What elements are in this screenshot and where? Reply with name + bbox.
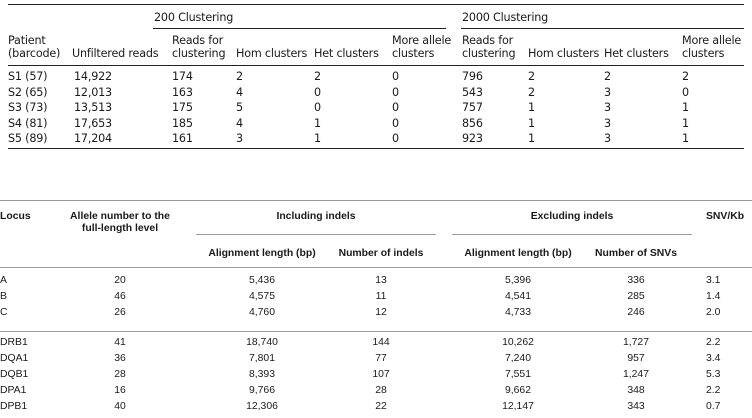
row-patient: S3 (73)	[8, 101, 48, 115]
table-rule-header	[8, 65, 744, 66]
table-cell: 7,551	[504, 369, 531, 380]
table-cell: 4,760	[248, 307, 275, 318]
col-header-excluding: Excluding indels	[530, 211, 614, 222]
col-header-including: Including indels	[276, 211, 356, 222]
group-rule-2000	[461, 28, 744, 29]
table-cell: 14,922	[74, 70, 112, 83]
table-cell: 2	[236, 70, 243, 83]
row-locus: DPA1	[0, 385, 27, 396]
col-header-line: Allele number to the	[70, 211, 170, 222]
table-cell: 28	[375, 385, 387, 396]
table-cell: 8,393	[248, 369, 275, 380]
col-header-hom-200: Hom clusters	[236, 47, 308, 60]
group-header-2000: 2000 Clustering	[462, 11, 549, 24]
table-cell: 2	[314, 70, 321, 83]
col-header-alignment-excl: Alignment length (bp)	[464, 248, 572, 259]
table-cell: 185	[172, 116, 193, 130]
col-header-line: clustering	[172, 47, 226, 60]
table-cell: 22	[375, 401, 387, 412]
table-cell: 12	[375, 307, 387, 318]
col-header-line: clustering	[462, 47, 516, 60]
table-cell: 163	[172, 85, 193, 99]
table-cell: 246	[627, 307, 645, 318]
table-cell: 11	[375, 291, 387, 302]
table-cell: 7,240	[504, 353, 531, 364]
table-cell: 12,147	[502, 401, 534, 412]
row-patient: S1 (57)	[8, 70, 48, 83]
col-header-more-200	[392, 34, 451, 60]
row-locus: A	[0, 275, 7, 286]
table-cell: 0.7	[706, 401, 721, 412]
table-cell: 348	[627, 385, 645, 396]
row-locus: DQA1	[0, 353, 29, 364]
table-cell: 1	[528, 101, 535, 115]
group-rule-including	[196, 234, 436, 235]
col-header-num-snvs: Number of SNVs	[595, 248, 677, 259]
table-cell: 285	[627, 291, 645, 302]
table-cell: 2	[604, 70, 611, 83]
col-header-reads-200	[172, 34, 225, 60]
col-header-line: full-length level	[81, 223, 159, 234]
table-rule-header	[0, 267, 752, 268]
table-cell: 856	[462, 116, 483, 130]
table-cell: 4	[236, 116, 243, 130]
table-cell: 2	[682, 70, 689, 83]
table-cell: 7,801	[248, 353, 275, 364]
table-cell: 5,436	[248, 275, 275, 286]
table-cell: 543	[462, 85, 483, 99]
table-cell: 9,662	[504, 385, 531, 396]
table-cell: 3.1	[706, 275, 721, 286]
col-header-reads-2000	[462, 34, 515, 60]
row-patient: S2 (65)	[8, 85, 48, 99]
col-header-line: (barcode)	[8, 47, 61, 60]
table-rule-bottom	[8, 148, 744, 149]
table-cell: 46	[114, 291, 126, 302]
table-cell: 174	[172, 70, 193, 83]
group-separator	[0, 331, 752, 332]
table-cell: 0	[314, 85, 321, 99]
col-header-hom-2000: Hom clusters	[528, 47, 600, 60]
table-cell: 3	[236, 132, 243, 146]
table-cell: 0	[392, 101, 399, 115]
col-header-het-200: Het clusters	[314, 47, 379, 60]
table-rule-top	[0, 200, 752, 201]
col-header-locus: Locus	[0, 211, 31, 222]
table-cell: 957	[627, 353, 645, 364]
table-cell: 36	[114, 353, 126, 364]
table-cell: 17,653	[74, 116, 112, 130]
table-cell: 41	[114, 337, 126, 348]
table-cell: 107	[372, 369, 390, 380]
table-cell: 16	[114, 385, 126, 396]
table-cell: 161	[172, 132, 193, 146]
table-cell: 1,247	[622, 369, 649, 380]
table-cell: 4	[236, 85, 243, 99]
table-cell: 1	[314, 132, 321, 146]
table-rule-top	[8, 4, 744, 5]
table-cell: 2.0	[706, 307, 721, 318]
table-cell: 3.4	[706, 353, 721, 364]
col-header-more-2000	[682, 34, 741, 60]
col-header-line: clusters	[682, 47, 725, 60]
col-header-snv-kb: SNV/Kb	[706, 211, 745, 222]
table-cell: 923	[462, 132, 483, 146]
table-cell: 1,727	[622, 337, 649, 348]
table-cell: 175	[172, 101, 193, 115]
col-header-line: Patient	[8, 34, 46, 47]
col-header-line: clusters	[392, 47, 435, 60]
table-cell: 4,575	[248, 291, 275, 302]
row-locus: B	[0, 291, 7, 302]
table-cell: 0	[392, 70, 399, 83]
table-cell: 3	[604, 101, 611, 115]
table-cell: 5,396	[504, 275, 531, 286]
table-cell: 17,204	[74, 132, 112, 146]
col-header-line: Reads for	[172, 34, 224, 47]
table-cell: 40	[114, 401, 126, 412]
table-cell: 1	[528, 132, 535, 146]
col-header-allele-number	[62, 211, 178, 235]
table-cell: 13	[375, 275, 387, 286]
col-header-unfiltered: Unfiltered reads	[72, 47, 159, 60]
table-cell: 0	[682, 85, 689, 99]
table-cell: 0	[314, 101, 321, 115]
table-cell: 1	[682, 101, 689, 115]
col-header-line: More allele	[682, 34, 742, 47]
table-cell: 336	[627, 275, 645, 286]
table-cell: 3	[604, 85, 611, 99]
col-header-line: More allele	[392, 34, 452, 47]
row-patient: S4 (81)	[8, 116, 48, 130]
row-locus: DPB1	[0, 401, 28, 412]
col-header-line: Reads for	[462, 34, 514, 47]
table-cell: 144	[372, 337, 390, 348]
table-cell: 18,740	[246, 337, 278, 348]
table-cell: 12,306	[246, 401, 278, 412]
table-cell: 77	[375, 353, 387, 364]
table-cell: 0	[392, 116, 399, 130]
table-cell: 2.2	[706, 385, 721, 396]
table-cell: 3	[604, 132, 611, 146]
table-cell: 20	[114, 275, 126, 286]
table-cell: 2	[528, 85, 535, 99]
group-rule-200	[153, 28, 446, 29]
table-cell: 2.2	[706, 337, 721, 348]
table-cell: 1	[682, 116, 689, 130]
table-cell: 9,766	[248, 385, 275, 396]
table-cell: 1.4	[706, 291, 721, 302]
col-header-het-2000: Het clusters	[604, 47, 669, 60]
table-cell: 10,262	[502, 337, 534, 348]
table-cell: 796	[462, 70, 483, 83]
table-cell: 1	[528, 116, 535, 130]
table-cell: 5	[236, 101, 243, 115]
table-cell: 2	[528, 70, 535, 83]
group-header-200: 200 Clustering	[154, 11, 234, 24]
table-cell: 26	[114, 307, 126, 318]
col-header-num-indels: Number of indels	[338, 248, 424, 259]
row-patient: S5 (89)	[8, 132, 48, 146]
table-cell: 13,513	[74, 101, 112, 115]
group-rule-excluding	[452, 234, 692, 235]
table-cell: 28	[114, 369, 126, 380]
table-cell: 757	[462, 101, 483, 115]
table-cell: 343	[627, 401, 645, 412]
row-locus: DQB1	[0, 369, 29, 380]
table-cell: 3	[604, 116, 611, 130]
table-cell: 1	[682, 132, 689, 146]
table-cell: 12,013	[74, 85, 112, 99]
col-header-alignment-incl: Alignment length (bp)	[208, 248, 316, 259]
col-header-patient	[8, 34, 60, 60]
table-cell: 0	[392, 85, 399, 99]
row-locus: C	[0, 307, 8, 318]
table-cell: 5.3	[706, 369, 721, 380]
table-cell: 1	[314, 116, 321, 130]
table-cell: 4,541	[504, 291, 531, 302]
row-locus: DRB1	[0, 337, 28, 348]
table-cell: 0	[392, 132, 399, 146]
table-cell: 4,733	[504, 307, 531, 318]
